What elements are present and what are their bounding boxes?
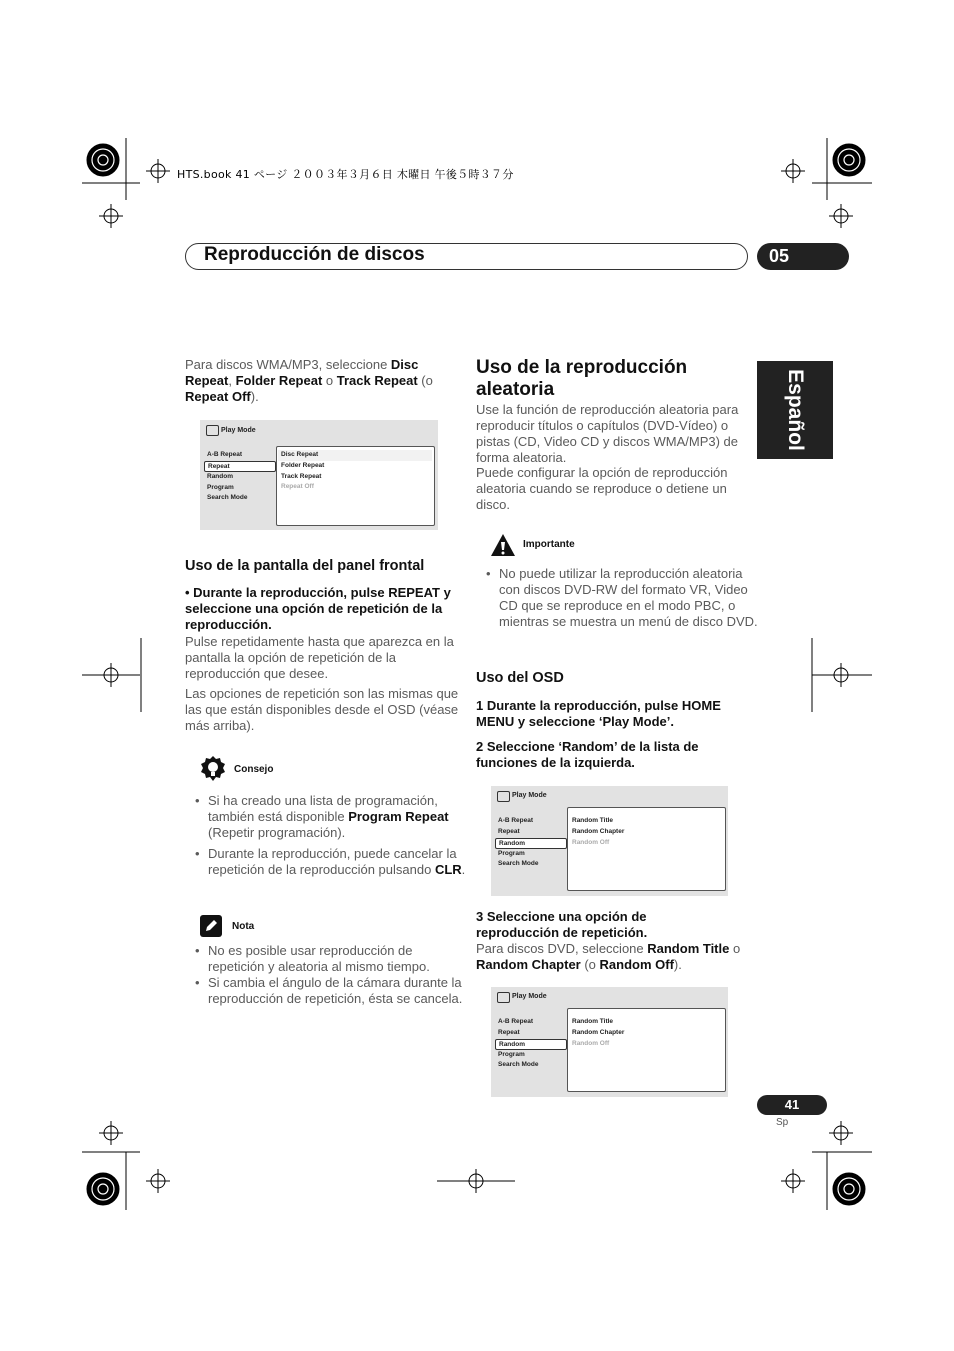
registration-sunburst-icon xyxy=(833,1173,865,1205)
disc-icon xyxy=(497,791,510,802)
tip-bullet: • Durante la reproducción, puede cancelar la repetición de la reproducción pulsando CLR. xyxy=(195,846,468,878)
osd-menu-item-selected: Random xyxy=(495,838,567,849)
registration-sunburst-icon xyxy=(87,144,119,176)
osd-option: Random Off xyxy=(572,838,610,846)
osd-menu-item: Search Mode xyxy=(498,860,539,868)
osd-option: Random Title xyxy=(569,1017,723,1028)
paragraph-random-2: Puede configurar la opción de reproducción aleatoria cuando se reproduce o detiene un disco. xyxy=(476,465,728,512)
registration-sunburst-icon xyxy=(833,144,865,176)
crosshair-target-icon xyxy=(464,1169,488,1193)
crosshair-target-icon xyxy=(146,1169,170,1193)
osd-option: Random Title xyxy=(572,817,614,824)
paragraph-front-2: Las opciones de repetición son las mismas que las que están disponibles desde el OSD (véase más arriba). xyxy=(185,686,459,733)
osd-screen-random xyxy=(491,786,728,896)
pencil-note-icon xyxy=(200,915,222,937)
disc-icon xyxy=(206,425,219,436)
important-bullet: • No puede utilizar la reproducción aleatoria con discos DVD-RW del formato VR, Video CD que se reproduce en el modo PBC, o mientras se muestra un menú de disco DVD. xyxy=(486,566,759,630)
page-number: 41 xyxy=(757,1095,827,1115)
osd-option: Random Chapter xyxy=(572,1028,625,1036)
crosshair-target-icon xyxy=(781,159,805,183)
disc-icon xyxy=(497,992,510,1003)
page-title: Reproducción de discos xyxy=(204,244,425,265)
osd-options xyxy=(278,450,432,493)
tip-bullet: • Si ha creado una lista de programación, también está disponible Program Repeat (Repetir programación). xyxy=(195,793,468,841)
osd-option: Random Chapter xyxy=(572,827,625,835)
warning-important-icon xyxy=(490,533,516,557)
crosshair-target-icon xyxy=(829,1121,853,1145)
osd-screen-random-option xyxy=(491,987,728,1097)
section-heading-osd: Uso del OSD xyxy=(476,670,564,686)
osd-option: Disc Repeat xyxy=(278,450,432,461)
osd-title: Play Mode xyxy=(512,993,547,1000)
crosshair-target-icon xyxy=(781,1169,805,1193)
osd-option: Track Repeat xyxy=(281,472,322,480)
osd-menu-item: Repeat xyxy=(498,1028,520,1036)
osd-menu-item: Program xyxy=(207,483,234,491)
crosshair-target-icon xyxy=(146,159,170,183)
osd-menu-item-selected: Random xyxy=(495,1039,567,1050)
language-code: Sp xyxy=(776,1117,789,1128)
osd-option: Folder Repeat xyxy=(281,461,325,469)
osd-option: Random Off xyxy=(572,1039,610,1047)
language-tab xyxy=(757,361,833,459)
crosshair-target-icon xyxy=(99,204,123,228)
crosshair-target-icon xyxy=(829,204,853,228)
osd-menu xyxy=(204,450,276,504)
chapter-badge: 05 xyxy=(757,243,849,270)
section-heading-random: Uso de la reproducción aleatoria xyxy=(476,357,688,400)
paragraph-front-1: Pulse repetidamente hasta que aparezca en la pantalla la opción de repetición de la reproducción que desee. xyxy=(185,634,454,681)
step-3: 3 Seleccione una opción de reproducción de repetición. xyxy=(476,909,648,940)
step-front-panel: • Durante la reproducción, pulse REPEAT y seleccione una opción de repetición de la reproducción. xyxy=(185,585,451,632)
important-label: Importante xyxy=(523,539,575,550)
crosshair-target-icon xyxy=(99,663,123,687)
intro-paragraph: Para discos WMA/MP3, seleccione Disc Repeat, Folder Repeat o Track Repeat (o Repeat Off). xyxy=(185,357,433,404)
print-slug: HTS.book 41 ページ ２００３年３月６日 木曜日 午後５時３７分 xyxy=(177,168,514,181)
osd-menu-item: Repeat xyxy=(498,827,520,835)
osd-screen-repeat xyxy=(200,420,438,530)
osd-menu-item: Program xyxy=(498,849,525,857)
osd-menu-item: Search Mode xyxy=(207,494,248,502)
step-1: 1 Durante la reproducción, pulse HOME MENU y seleccione ‘Play Mode’. xyxy=(476,698,721,729)
crosshair-target-icon xyxy=(99,1121,123,1145)
osd-options xyxy=(569,816,723,848)
osd-menu-item: Program xyxy=(498,1050,525,1058)
osd-menu-item: A-B Repeat xyxy=(498,817,534,824)
osd-menu-item: Random xyxy=(207,472,233,480)
paragraph-random-1: Use la función de reproducción aleatoria para reproducir títulos o capítulos (DVD-Vídeo) o pistas (CD, Video CD y discos WMA/MP3) de forma aleatoria. xyxy=(476,402,739,465)
note-bullet: • Si cambia el ángulo de la cámara durante la reproducción de repetición, ésta se cancela. xyxy=(195,975,468,1007)
lightbulb-tip-icon xyxy=(199,755,227,783)
note-label: Nota xyxy=(232,921,255,932)
osd-options xyxy=(569,1017,723,1049)
registration-sunburst-icon xyxy=(87,1173,119,1205)
section-heading-front-panel: Uso de la pantalla del panel frontal xyxy=(185,558,425,574)
osd-menu-item: Search Mode xyxy=(498,1061,539,1069)
tip-label: Consejo xyxy=(234,764,274,775)
osd-menu xyxy=(495,816,567,870)
osd-option: Repeat Off xyxy=(281,483,314,491)
paragraph-step-3: Para discos DVD, seleccione Random Title o Random Chapter (o Random Off). xyxy=(476,941,741,972)
osd-menu xyxy=(495,1017,567,1071)
osd-menu-item: A-B Repeat xyxy=(498,1018,534,1025)
note-bullet: • No es posible usar reproducción de repetición y aleatoria al mismo tiempo. xyxy=(195,943,468,975)
osd-menu-item: A-B Repeat xyxy=(207,451,243,458)
crosshair-target-icon xyxy=(829,663,853,687)
osd-menu-item-selected: Repeat xyxy=(204,461,276,472)
language-tab-label: Español xyxy=(784,369,807,451)
osd-title: Play Mode xyxy=(512,792,547,799)
osd-title: Play Mode xyxy=(221,427,256,434)
step-2: 2 Seleccione ‘Random’ de la lista de funciones de la izquierda. xyxy=(476,739,699,770)
